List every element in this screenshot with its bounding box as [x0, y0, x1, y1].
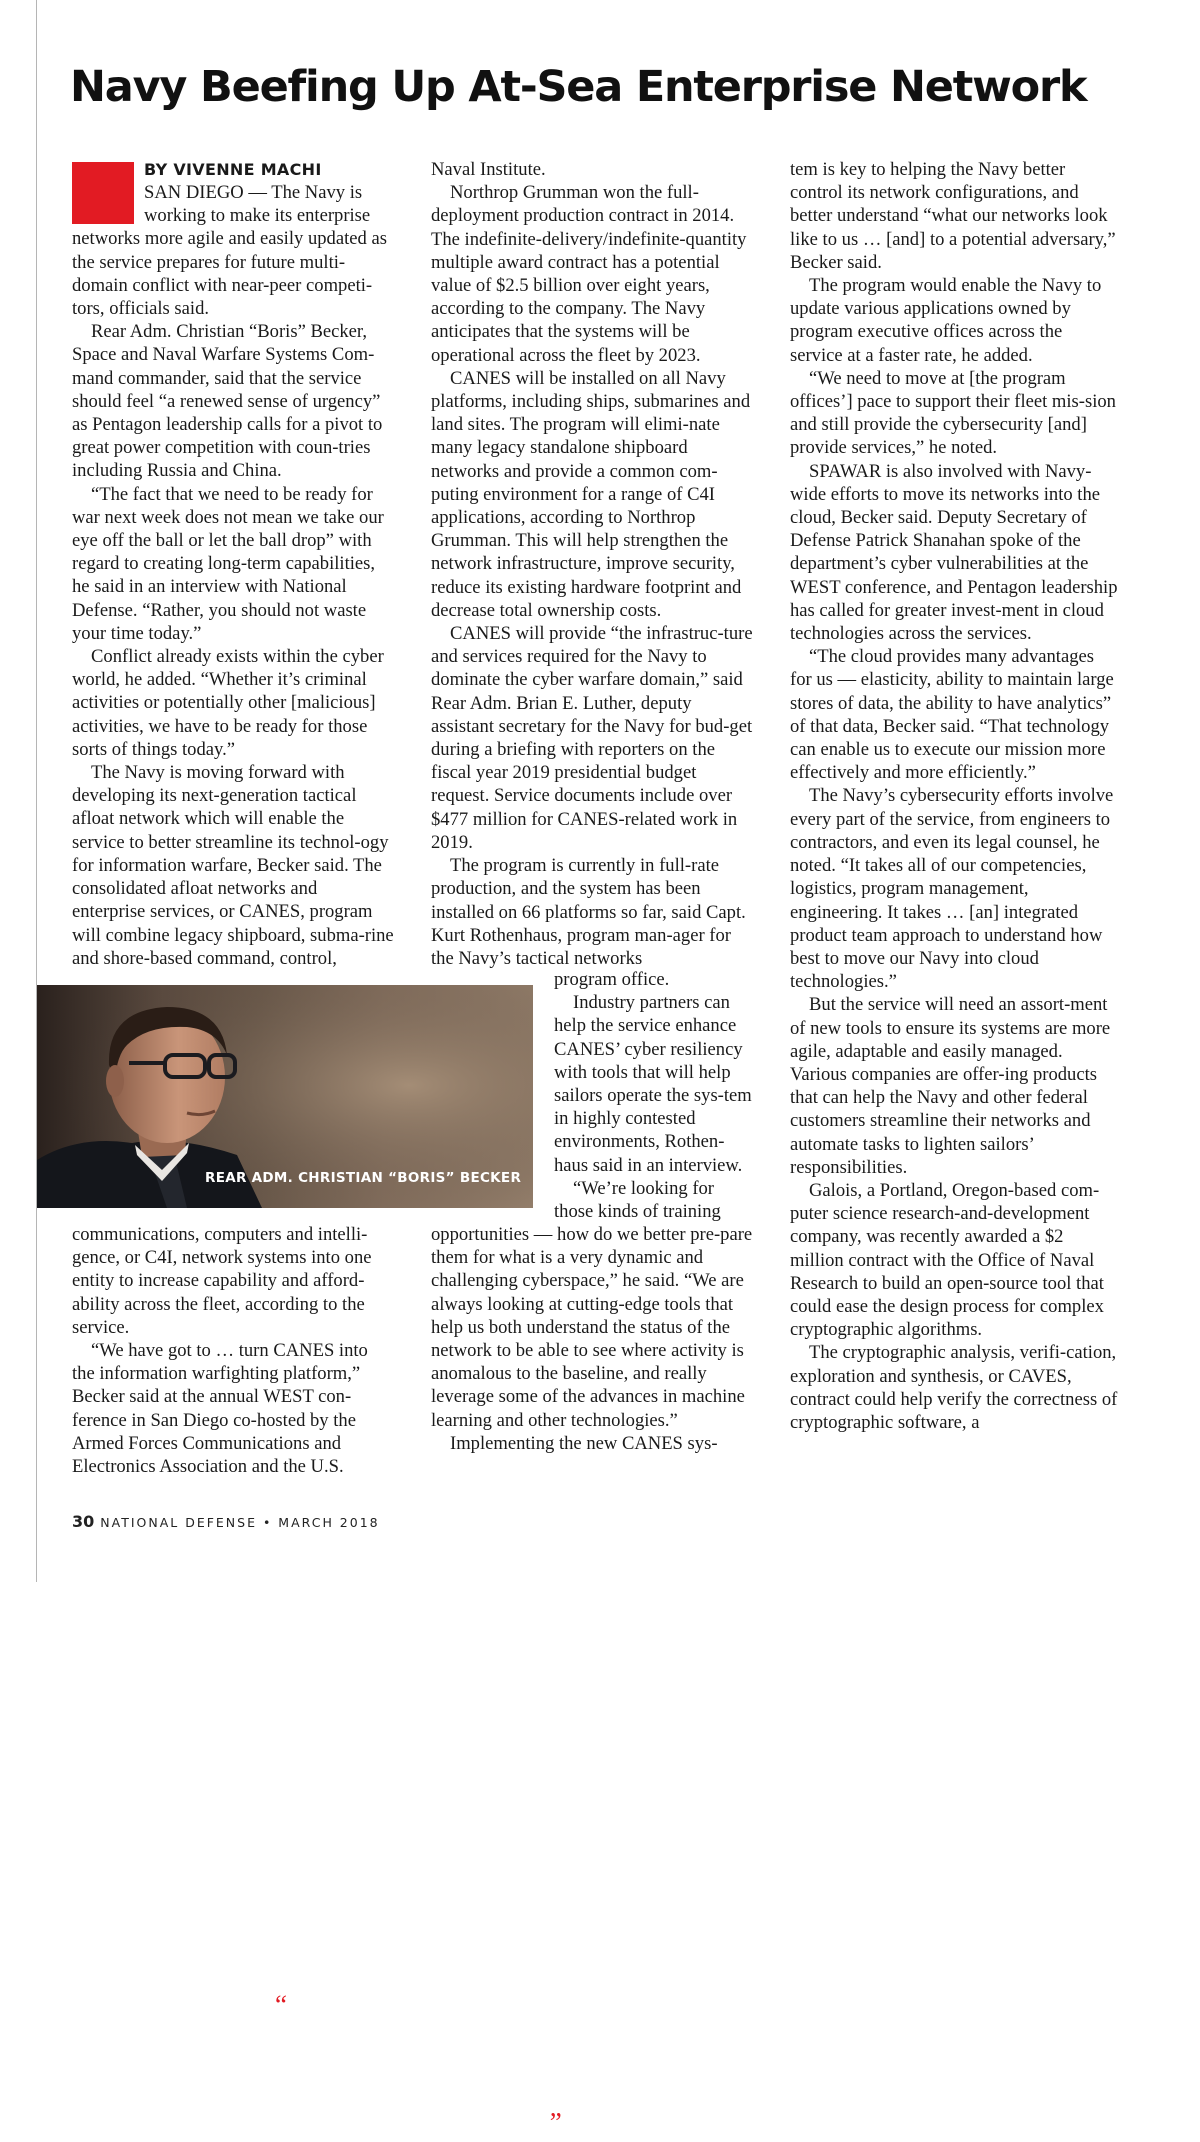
paragraph: “We’re looking for those kinds of training: [554, 1177, 721, 1223]
paragraph: Industry partners can help the service enhance CANES’ cyber resiliency with tools that will help sailors operate the sys-tem in highly contested environments, Rothen-haus said in an interview.: [554, 992, 752, 1176]
paragraph: The Navy’s cybersecurity efforts involve every part of the service, from engineers to contractors, and even its legal counsel, he noted. “It takes all of our competencies, logistics, program management, engineering. It takes … [an] integrated product team approach to understand how best to move our Navy into cloud technologies.”: [790, 785, 1114, 993]
page-number: 30: [72, 1512, 95, 1531]
pull-quote-text: We have got to ... turn CANES into the information warfighting platform.: [275, 1990, 550, 2138]
paragraph: CANES will provide “the infrastruc-ture and services required for the Navy to dominate the cyber warfare domain,” said Rear Adm. Brian E. Luther, deputy assistant secretary for the Navy for bud-get during a briefing with reporters on the fiscal year 2019 presidential budget request. Service documents include over $477 million for CANES-related work in 2019.: [431, 623, 753, 853]
paragraph: communications, computers and intelli-gence, or C4I, network systems into one entity to increase capability and afford-ability across the fleet, according to the service.: [72, 1224, 372, 1338]
column-2-bottom: [431, 1223, 756, 1455]
paragraph: “The fact that we need to be ready for war next week does not mean we take our eye off the ball or let the ball drop” with regard to creating long-term capabilities, he said in an interview with National Defense. “Rather, you should not waste your time today.”: [72, 483, 384, 644]
paragraph: But the service will need an assort-ment of new tools to ensure its systems are more agile, adaptable and easily managed. Various companies are offer-ing products that can help the Navy and other federal customers streamline their networks and automate tasks to lighten sailors’ responsibilities.: [790, 994, 1111, 1178]
paragraph: The cryptographic analysis, verifi-cation, exploration and synthesis, or CAVES, contract could help verify the correctness of cryptographic software, a: [790, 1342, 1118, 1433]
paragraph: Rear Adm. Christian “Boris” Becker, Space and Naval Warfare Systems Com-mand commander, said that the service should feel “a renewed sense of urgency” as Pentagon leadership calls for a pivot to great power competition with coun-tries including Russia and China.: [72, 321, 383, 482]
page-footer: [72, 1512, 380, 1531]
pull-quote-close-mark: ”: [549, 2107, 562, 2137]
pull-quote-attribution: REAR ADM. CHRISTIAN “BORIS” BECKER: [205, 1170, 522, 1186]
paragraph: SAN DIEGO — The Navy is working to make its enterprise networks more agile and easily updated as the service prepares for future multi-domain conflict with near-peer competi-tors, officials said.: [72, 182, 387, 320]
column-1-top: [72, 158, 394, 970]
paragraph: Implementing the new CANES sys-: [450, 1432, 718, 1454]
paragraph: The program is currently in full-rate production, and the system has been installed on 66 platforms so far, said Capt. Kurt Rothenhaus, program man-ager for the Navy’s tactical networks: [431, 855, 746, 969]
paragraph: “We have got to … turn CANES into the information warfighting platform,” Becker said at the annual WEST con-ference in San Diego co-hosted by the Armed Forces Communications and Electronics Association and the U.S.: [72, 1340, 368, 1478]
red-square-marker: [72, 162, 134, 224]
paragraph: CANES will be installed on all Navy platforms, including ships, submarines and land sites. The program will elimi-nate many legacy standalone shipboard networks and provide a common com-puting environment for a range of C4I applications, according to Northrop Grumman. This will help strengthen the network infrastructure, improve security, reduce its existing hardware footprint and decrease total ownership costs.: [431, 367, 751, 621]
paragraph: Galois, a Portland, Oregon-based com-puter science research-and-development company, was recently awarded a $2 million contract with the Office of Naval Research to build an open-source tool that could ease the design process for complex cryptographic algorithms.: [790, 1179, 1104, 1341]
paragraph: program office.: [554, 969, 670, 990]
column-3: [790, 158, 1118, 1434]
column-2-middle: [554, 968, 756, 1223]
byline: BY VIVENNE MACHI: [144, 160, 322, 179]
paragraph: Naval Institute.: [431, 159, 546, 180]
pull-quote-open-mark: “: [275, 1990, 287, 2020]
column-2-top: [431, 158, 756, 970]
headline: Navy Beefing Up At-Sea Enterprise Network: [70, 62, 1087, 112]
paragraph: The Navy is moving forward with developing its next-generation tactical afloat network which will enable the service to better streamline its technol-ogy for information warfare, Becker said. The consolidated afloat networks and enterprise services, or CANES, program will combine legacy shipboard, subma-rine and shore-based command, control,: [72, 762, 394, 969]
paragraph: The program would enable the Navy to update various applications owned by program executive offices across the service at a faster rate, he added.: [790, 275, 1102, 366]
publication-info: NATIONAL DEFENSE • MARCH 2018: [100, 1515, 380, 1530]
column-1-bottom: [72, 1223, 394, 1478]
paragraph: “The cloud provides many advantages for us — elasticity, ability to maintain large stores of data, the ability to have analytics” of that data, Becker said. “That technology can enable us to execute our mission more effectively and more efficiently.”: [790, 646, 1114, 784]
paragraph: tem is key to helping the Navy better control its network configurations, and better understand “what our networks look like to us … [and] to a potential adversary,” Becker said.: [790, 159, 1116, 273]
paragraph: Northrop Grumman won the full-deployment production contract in 2014. The indefinite-delivery/indefinite-quantity multiple award contract has a potential value of $2.5 billion over eight years, according to the company. The Navy anticipates that the systems will be operational across the fleet by 2023.: [431, 182, 747, 366]
paragraph: “We need to move at [the program offices’] pace to support their fleet mis-sion and still provide the cybersecurity [and] provide services,” he noted.: [790, 367, 1116, 459]
paragraph: SPAWAR is also involved with Navy-wide efforts to move its networks into the cloud, Becker said. Deputy Secretary of Defense Patrick Shanahan spoke of the department’s cyber vulnerabilities at the WEST conference, and Pentagon leadership has called for greater invest-ment in cloud technologies across the services.: [790, 460, 1118, 645]
page-margin-rule: [36, 0, 37, 1582]
paragraph: Conflict already exists within the cyber world, he added. “Whether it’s criminal activities or potentially other [malicious] activities, we have to be ready for those sorts of things today.”: [72, 646, 384, 760]
pull-quote: [275, 1986, 570, 2142]
paragraph: opportunities — how do we better pre-pare them for what is a very dynamic and challenging cyberspace,” he said. “We are always looking at cutting-edge tools that help us both understand the status of the network to be able to see where activity is anomalous to the baseline, and really leverage some of the advances in machine learning and other technologies.”: [431, 1224, 753, 1431]
